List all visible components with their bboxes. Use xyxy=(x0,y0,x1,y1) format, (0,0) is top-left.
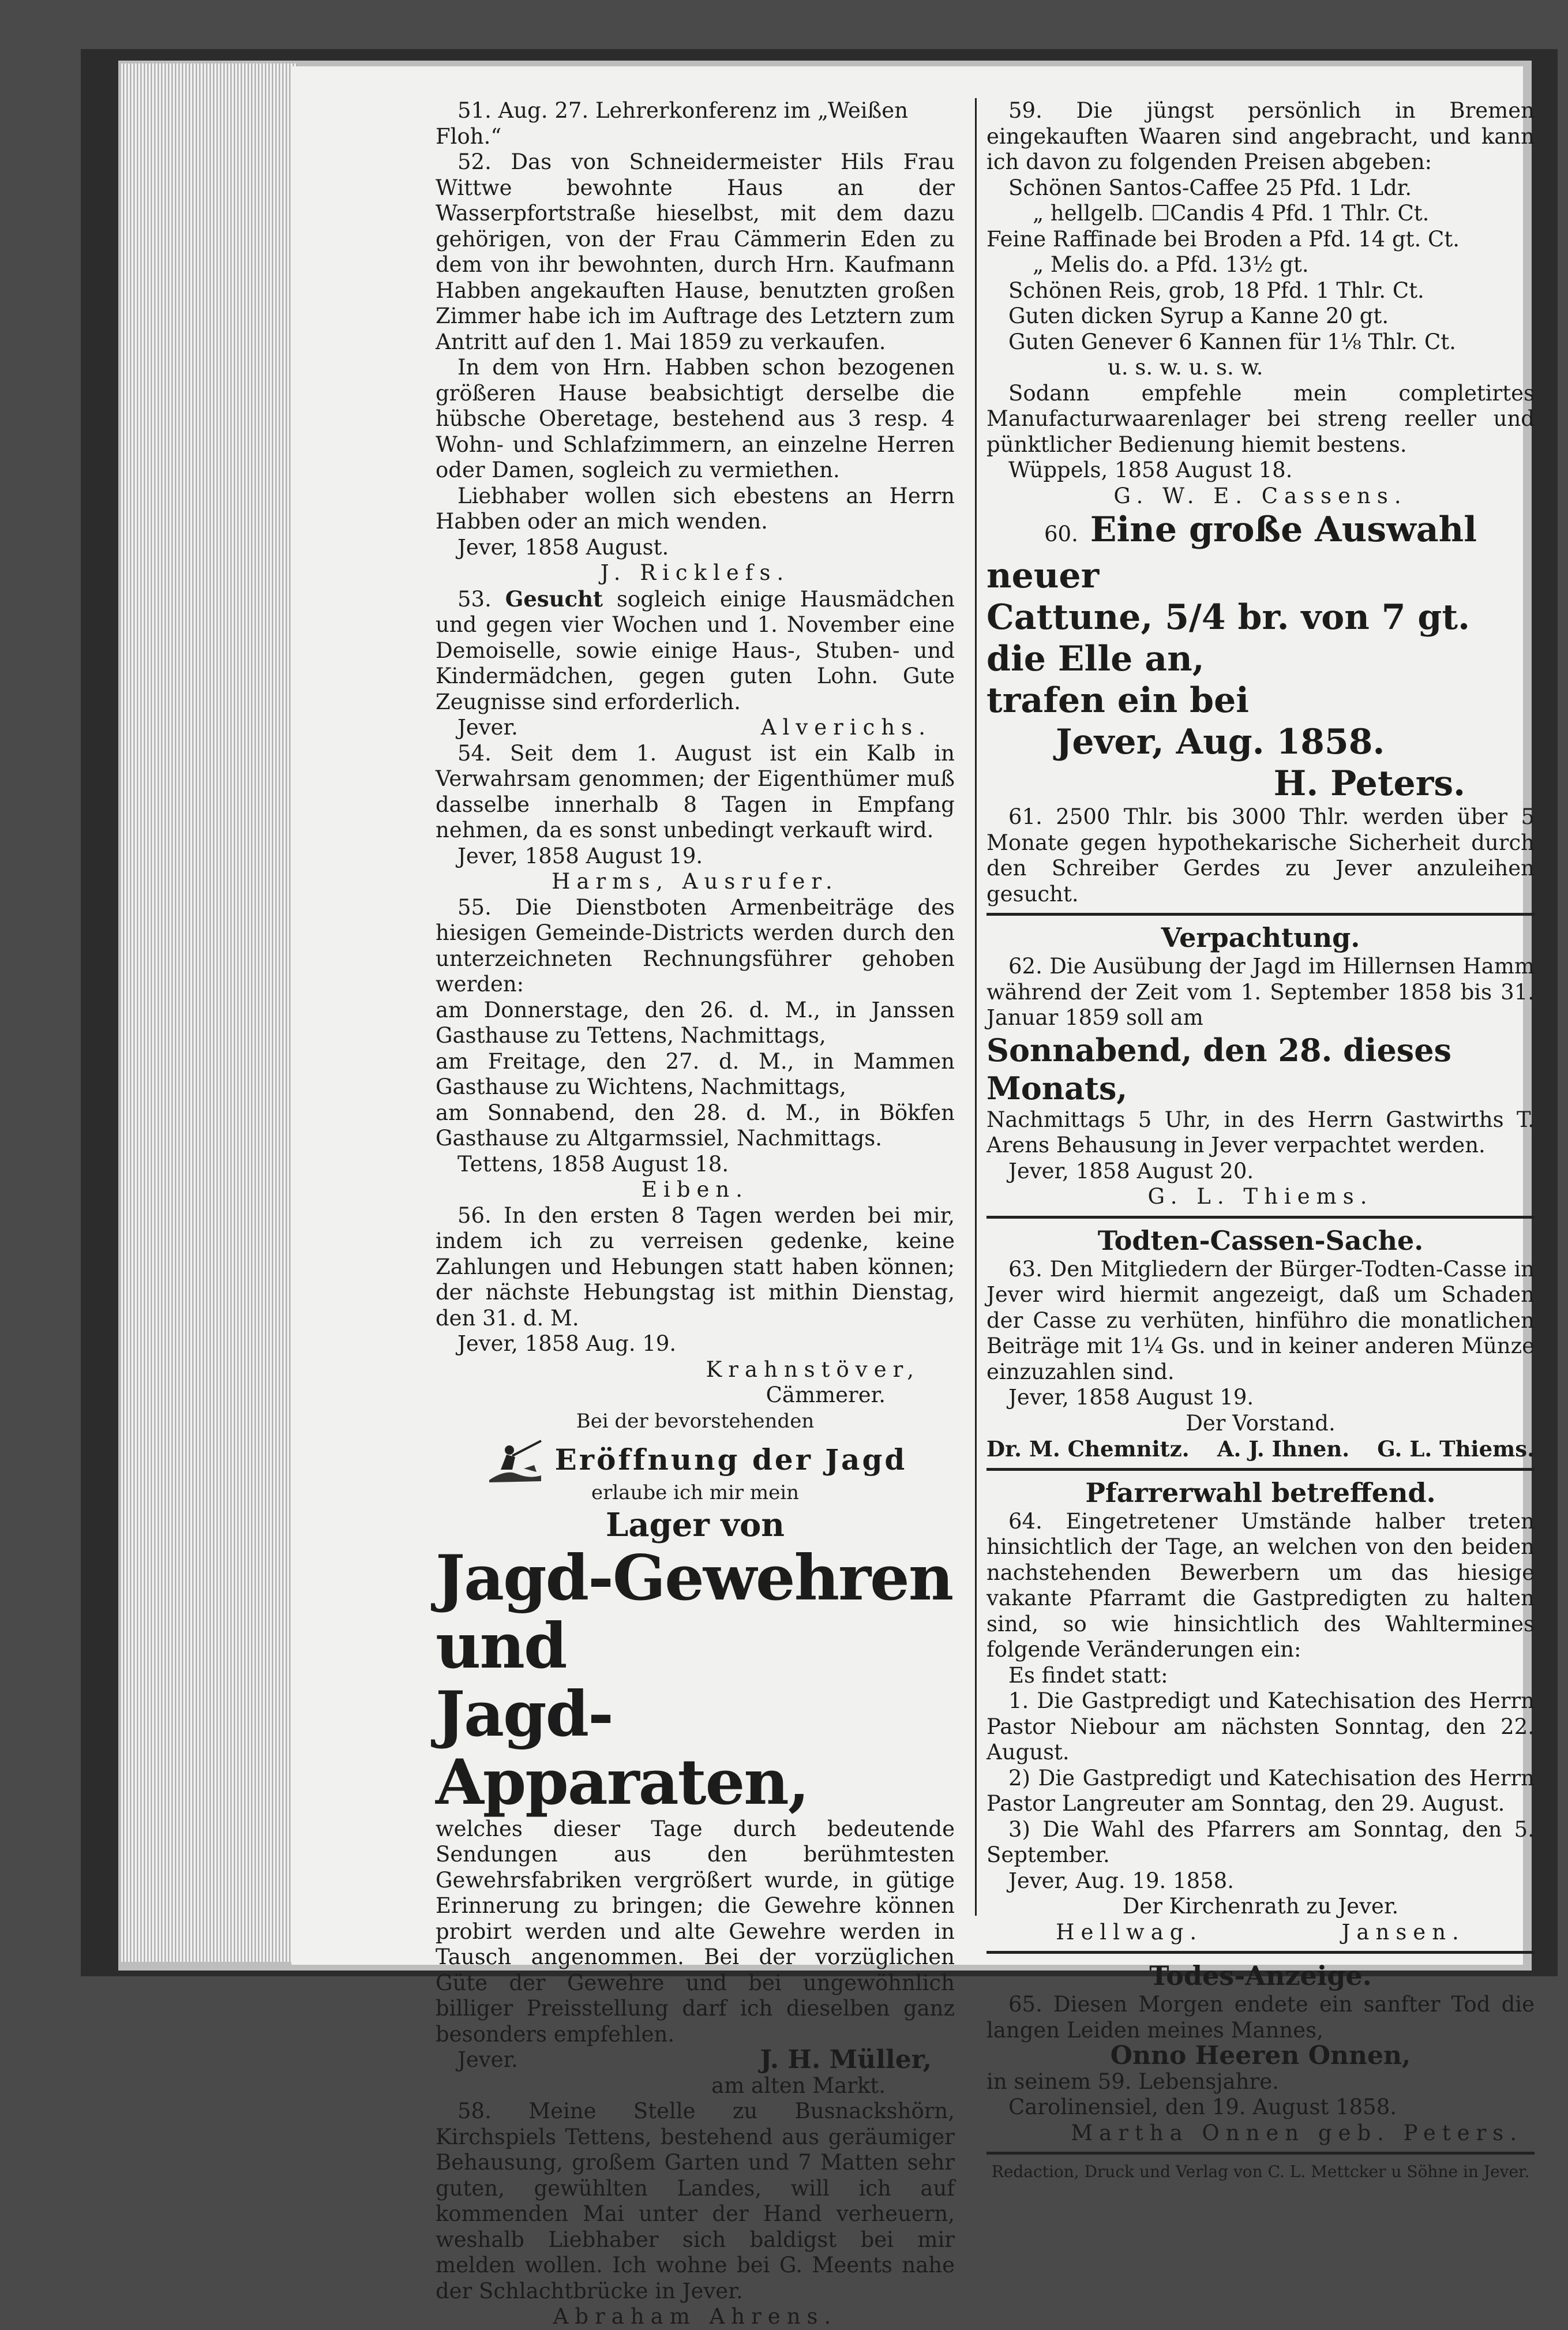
ad-headline: Jagd-Apparaten, xyxy=(436,1677,809,1819)
notice-55: 55. Die Dienstboten Armenbeiträge des hiesigen Gemeinde-Districts werden durch den unterzeichneten Rechnungsführer gehoben werden: am Donnerstage, den 26. d. M., in Janssen Gasthause zu Tettens, Nachmittags, am Freitage, den 27. d. M., in Mammen Gasthause zu Wichtens, Nachmittags, am Sonnabend, den 28. d. M., in Bökfen Gasthause zu Altgarmssiel, Nachmittags. Tettens, 1858 August 18. Eiben. xyxy=(436,894,955,1202)
notice-64: Pfarrerwahl betreffend. 64. Eingetretener Umstände halber treten hinsichtlich der Tage, an welchen von den beiden nachstehenden Bewerbern um das hiesige vakante Pfarramt die Gastpredigten zu halten sind, so wie hinsichtlich des Wahltermines folgende Veränderungen ein: Es findet statt: 1. Die Gastpredigt und Katechisation des Herrn Pastor Niebour am nächsten Sonntag, den 22. August. 2) Die Gastpredigt und Katechisation des Herrn Pastor Langreuter am Sonntag, den 29. August. 3) Die Wahl des Pfarrers am Sonntag, den 5. September. Jever, Aug. 19. 1858. Der Kirchenrath zu Jever. Hellwag. Jansen. xyxy=(986,1477,1535,1945)
ad-headline: Jagd-Gewehren und xyxy=(436,1541,953,1683)
right-column xyxy=(986,98,1535,2183)
signature: Abraham Ahrens. xyxy=(553,2304,838,2329)
notice-65: Todes-Anzeige. 65. Diesen Morgen endete ein sanfter Tod die langen Leiden meines Mannes, Onno Heeren Onnen, in seinem 59. Lebensjahre. Carolinensiel, den 19. August 1858. Martha Onnen geb. Peters. xyxy=(986,1960,1535,2145)
notice-63: Todten-Cassen-Sache. 63. Den Mitgliedern der Bürger-Todten-Casse in Jever wird hiermit angezeigt, daß um Schaden der Casse zu verhüten, hinführo die monatlichen Beiträge mit 1¼ Gs. und in keiner anderen Münze einzuzahlen sind. Jever, 1858 August 19. Der Vorstand. Dr. M. Chemnitz. A. J. Ihnen. G. L. Thiems. xyxy=(986,1224,1535,1462)
notice-57-advertisement: Bei der bevorstehenden Eröffnung der Jagd erlaube ich mir mein Lager von Jagd-Gewehren und Jagd-Apparaten, welches dieser Tage durch bedeutende Sendungen aus den berühmtesten Gewehrsfabriken vergrößert wurde, in gütige Erinnerung zu bringen; die Gewehre können probirt werden und alte Gewehre werden in Tausch angenommen. Bei der vorzüglichen Güte der Gewehre und bei ungewöhnlich billiger Preisstellung darf ich dieselben ganz besonders empfehlen. Jever. J. H. Müller, am alten Markt. xyxy=(436,1409,955,2098)
signatures: Hellwag. Jansen. xyxy=(1056,1919,1465,1945)
signature: H. Peters. xyxy=(1273,763,1465,804)
signature: G. L. Thiems. xyxy=(1147,1184,1374,1209)
section-rule xyxy=(986,2152,1535,2155)
notice-59: 59. Die jüngst persönlich in Bremen eingekauften Waaren sind angebracht, und kann ich davon zu folgenden Preisen abgeben: Schönen Santos-Caffee 25 Pfd. 1 Ldr. „ hellgelb. ☐Candis 4 Pfd. 1 Thlr. Ct. Feine Raffinade bei Broden a Pfd. 14 gt. Ct. „ Melis do. a Pfd. 13½ gt. Schönen Reis, grob, 18 Pfd. 1 Thlr. Ct. Guten dicken Syrup a Kanne 20 gt. Guten Genever 6 Kannen für 1⅛ Thlr. Ct. u. s. w. u. s. w. Sodann empfehle mein completirtes Manufacturwaarenlager bei streng reeller und pünktlicher Bedienung hiemit bestens. Wüppels, 1858 August 18. G. W. E. Cassens. xyxy=(986,98,1535,508)
notice-52: 52. Das von Schneidermeister Hils Frau Wittwe bewohnte Haus an der Wasserpfortstraße hieselbst, mit dem dazu gehörigen, von der Frau Cämmerin Eden zu dem von ihr bewohnten, durch Hrn. Kaufmann Habben angekauften Hause, benutzten großen Zimmer habe ich im Auftrage des Letztern zum Antritt auf den 1. Mai 1859 zu verkaufen. In dem von Hrn. Habben schon bezogenen größeren Hause beabsichtigt derselbe die hübsche Oberetage, bestehend aus 3 resp. 4 Wohn- und Schlafzimmern, an einzelne Herren oder Damen, sogleich zu vermiethen. Liebhaber wollen sich ebestens an Herrn Habben oder an mich wenden. Jever, 1858 August. J. Ricklefs. xyxy=(436,149,955,585)
deceased-name: Onno Heeren Onnen, xyxy=(1110,2041,1411,2070)
section-rule xyxy=(986,1951,1535,1954)
notice-53: 53. Gesucht sogleich einige Hausmädchen und gegen vier Wochen und 1. November eine Demoiselle, sowie einige Haus-, Stuben- und Kindermädchen, gegen guten Lohn. Gute Zeugnisse sind erforderlich. Jever. Alverichs. xyxy=(436,586,955,740)
section-heading: Todten-Cassen-Sache. xyxy=(1097,1224,1424,1256)
signature: J. H. Müller, xyxy=(760,2045,932,2074)
signature: Harms, Ausrufer. xyxy=(552,869,839,894)
signatures: Dr. M. Chemnitz. A. J. Ihnen. G. L. Thiems. xyxy=(986,1436,1535,1462)
notice-60-advertisement: 60. Eine große Auswahl neuer Cattune, 5/4 br. von 7 gt. die Elle an, trafen ein bei Jever, Aug. 1858. H. Peters. xyxy=(986,509,1535,804)
imprint: Redaction, Druck und Verlag von C. L. Mettcker u Söhne in Jever. xyxy=(991,2162,1530,2181)
section-rule xyxy=(986,1216,1535,1219)
hunter-illustration-icon xyxy=(483,1434,547,1486)
notice-keyword: Gesucht xyxy=(505,586,603,612)
signature: Martha Onnen geb. Peters. xyxy=(1071,2120,1523,2145)
section-rule xyxy=(986,913,1535,916)
signature: Eiben. xyxy=(641,1177,749,1202)
section-rule xyxy=(986,1468,1535,1471)
left-column xyxy=(436,98,955,2330)
notice-51: 51. Aug. 27. Lehrerkonferenz im „Weißen Floh.“ xyxy=(436,98,909,149)
notice-56: 56. In den ersten 8 Tagen werden bei mir, indem ich zu verreisen gedenke, keine Zahlungen und Hebungen statt haben können; der nächste Hebungstag ist mithin Dienstag, den 31. d. M. Jever, 1858 Aug. 19. Krahnstöver, Cämmerer. xyxy=(436,1203,955,1407)
notice-54: 54. Seit dem 1. August ist ein Kalb in Verwahrsam genommen; der Eigenthümer muß dasselbe innerhalb 8 Tagen in Empfang nehmen, da es sonst unbedingt verkauft wird. Jever, 1858 August 19. Harms, Ausrufer. xyxy=(436,740,955,894)
ad-heading: Eröffnung der Jagd xyxy=(554,1443,907,1477)
notice-62: Verpachtung. 62. Die Ausübung der Jagd im Hillernsen Hamm während der Zeit vom 1. September 1858 bis 31. Januar 1859 soll am Sonnabend, den 28. dieses Monats, Nachmittags 5 Uhr, in des Herrn Gastwirths T. Arens Behausung in Jever verpachtet werden. Jever, 1858 August 20. G. L. Thiems. xyxy=(986,922,1535,1209)
section-heading: Verpachtung. xyxy=(1161,922,1360,953)
section-heading: Todes-Anzeige. xyxy=(1149,1960,1372,1991)
section-heading: Pfarrerwahl betreffend. xyxy=(1085,1477,1436,1508)
notice-61: 61. 2500 Thlr. bis 3000 Thlr. werden über 5 Monate gegen hypothekarische Sicherheit durch den Schreiber Gerdes zu Jever anzuleihen gesucht. xyxy=(986,804,1535,906)
column-divider xyxy=(975,98,977,1916)
signature: Alverichs. xyxy=(760,715,932,740)
signature: J. Ricklefs. xyxy=(600,560,790,585)
page-fore-edge xyxy=(121,63,297,1962)
signature: Krahnstöver, xyxy=(706,1357,920,1382)
notice-58: 58. Meine Stelle zu Busnackshörn, Kirchspiels Tettens, bestehend aus geräumiger Behausung, großem Garten und 7 Matten sehr guten, gewühlten Landes, will ich auf kommenden Mai unter der Hand verheuern, weshalb Liebhaber sich baldigst bei mir melden wollen. Ich wohne bei G. Meents nahe der Schlachtbrücke in Jever. Abraham Ahrens. xyxy=(436,2099,955,2329)
signature: G. W. E. Cassens. xyxy=(1113,483,1408,508)
